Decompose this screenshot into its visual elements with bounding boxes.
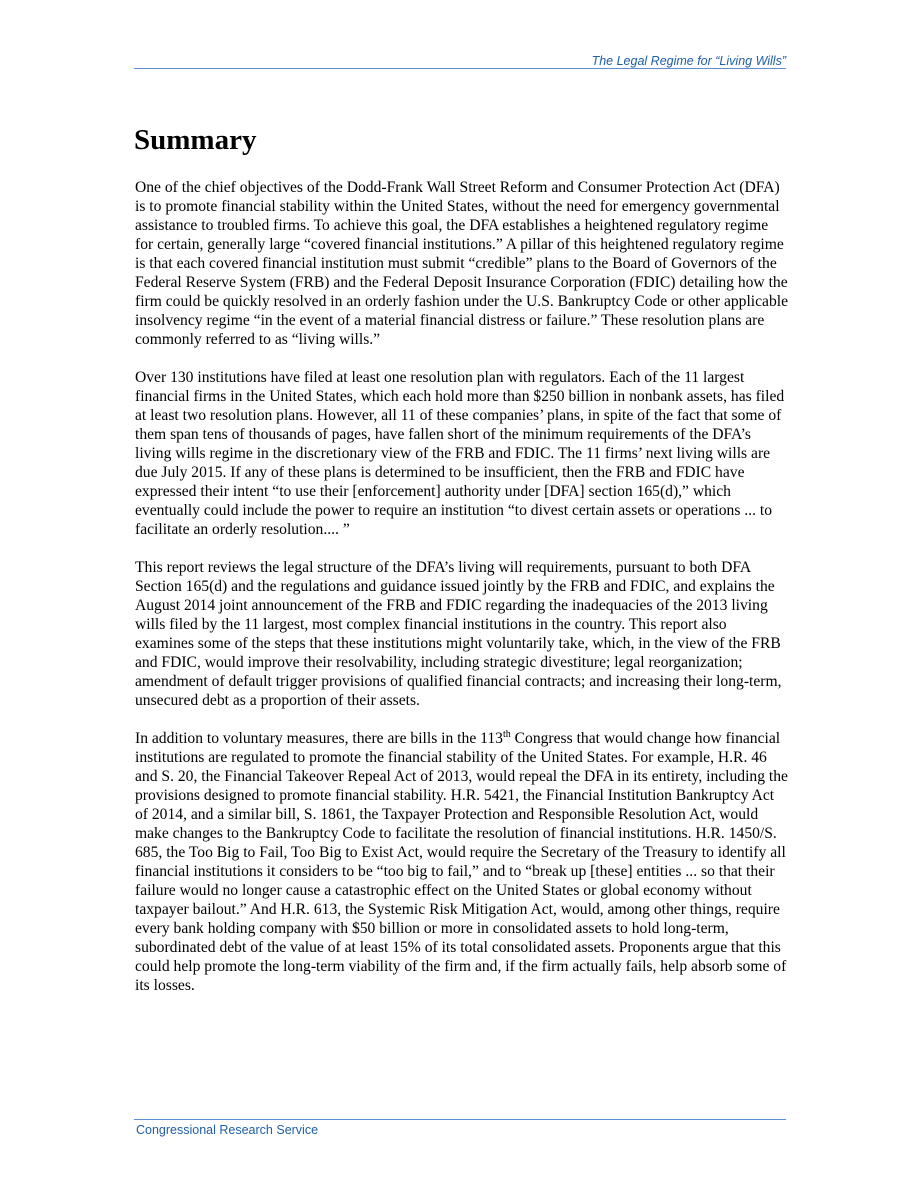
paragraph-2: Over 130 institutions have filed at least one resolution plan with regulators. Each of the 11 largest financial firms in the United States, which each hold more than $250 billion in nonbank assets, has filed at least two resolution plans. However, all 11 of these companies’ plans, in spite of the fact that some of them span tens of thousands of pages, have fallen short of the minimum requirements of the DFA’s living wills regime in the discretionary view of the FRB and FDIC. The 11 firms’ next living wills are due July 2015. If any of these plans is determined to be insufficient, then the FRB and FDIC have expressed their intent “to use their [enforcement] authority under [DFA] section 165(d),” which eventually could include the power to require an institution “to divest certain assets or operations ... to facilitate an orderly resolution.... ”: [135, 369, 785, 538]
section-title: Summary: [134, 124, 257, 156]
summary-body: [135, 178, 789, 1014]
paragraph-4-start: In addition to voluntary measures, there are bills in the 113: [135, 730, 503, 747]
footer-source: Congressional Research Service: [136, 1123, 319, 1137]
paragraph-1: One of the chief objectives of the Dodd-Frank Wall Street Reform and Consumer Protection Act (DFA) is to promote financial stability within the United States, without the need for emergency governmental assistance to troubled firms. To achieve this goal, the DFA establishes a heightened regulatory regime for certain, generally large “covered financial institutions.” A pillar of this heightened regulatory regime is that each covered financial institution must submit “credible” plans to the Board of Governors of the Federal Reserve System (FRB) and the Federal Deposit Insurance Corporation (FDIC) detailing how the firm could be quickly resolved in an orderly fashion under the U.S. Bankruptcy Code or other applicable insolvency regime “in the event of a material financial distress or failure.” These resolution plans are commonly referred to as “living wills.”: [135, 179, 789, 348]
paragraph-4: [135, 729, 789, 995]
footer-divider: [134, 1119, 786, 1120]
paragraph-3: This report reviews the legal structure of the DFA’s living will requirements, pursuant to both DFA Section 165(d) and the regulations and guidance issued jointly by the FRB and FDIC, and explains the August 2014 joint announcement of the FRB and FDIC regarding the inadequacies of the 2013 living wills filed by the 11 largest, most complex financial institutions in the country. This report also examines some of the steps that these institutions might voluntarily take, which, in the view of the FRB and FDIC, would improve their resolvability, including strategic divestiture; legal reorganization; amendment of default trigger provisions of qualified financial contracts; and increasing their long-term, unsecured debt as a proportion of their assets.: [135, 559, 782, 709]
header-divider: [134, 68, 786, 69]
paragraph-4-rest: Congress that would change how financial institutions are regulated to promote the financial stability of the United States. For example, H.R. 46 and S. 20, the Financial Takeover Repeal Act of 2013, would repeal the DFA in its entirety, including the provisions designed to promote financial stability. H.R. 5421, the Financial Institution Bankruptcy Act of 2014, and a similar bill, S. 1861, the Taxpayer Protection and Responsible Resolution Act, would make changes to the Bankruptcy Code to facilitate the resolution of financial institutions. H.R. 1450/S. 685, the Too Big to Fail, Too Big to Exist Act, would require the Secretary of the Treasury to identify all financial institutions it considers to be “too big to fail,” and to “break up [these] entities ... so that their failure would no longer cause a catastrophic effect on the United States or global economy without taxpayer bailout.” And H.R. 613, the Systemic Risk Mitigation Act, would, among other things, require every bank holding company with $50 billion or more in consolidated assets to hold long-term, subordinated debt of the value of at least 15% of its total consolidated assets. Proponents argue that this could help promote the long-term viability of the firm and, if the firm actually fails, help absorb some of its losses.: [135, 730, 788, 994]
ordinal-superscript: th: [502, 728, 511, 740]
running-header: The Legal Regime for “Living Wills”: [591, 54, 786, 68]
